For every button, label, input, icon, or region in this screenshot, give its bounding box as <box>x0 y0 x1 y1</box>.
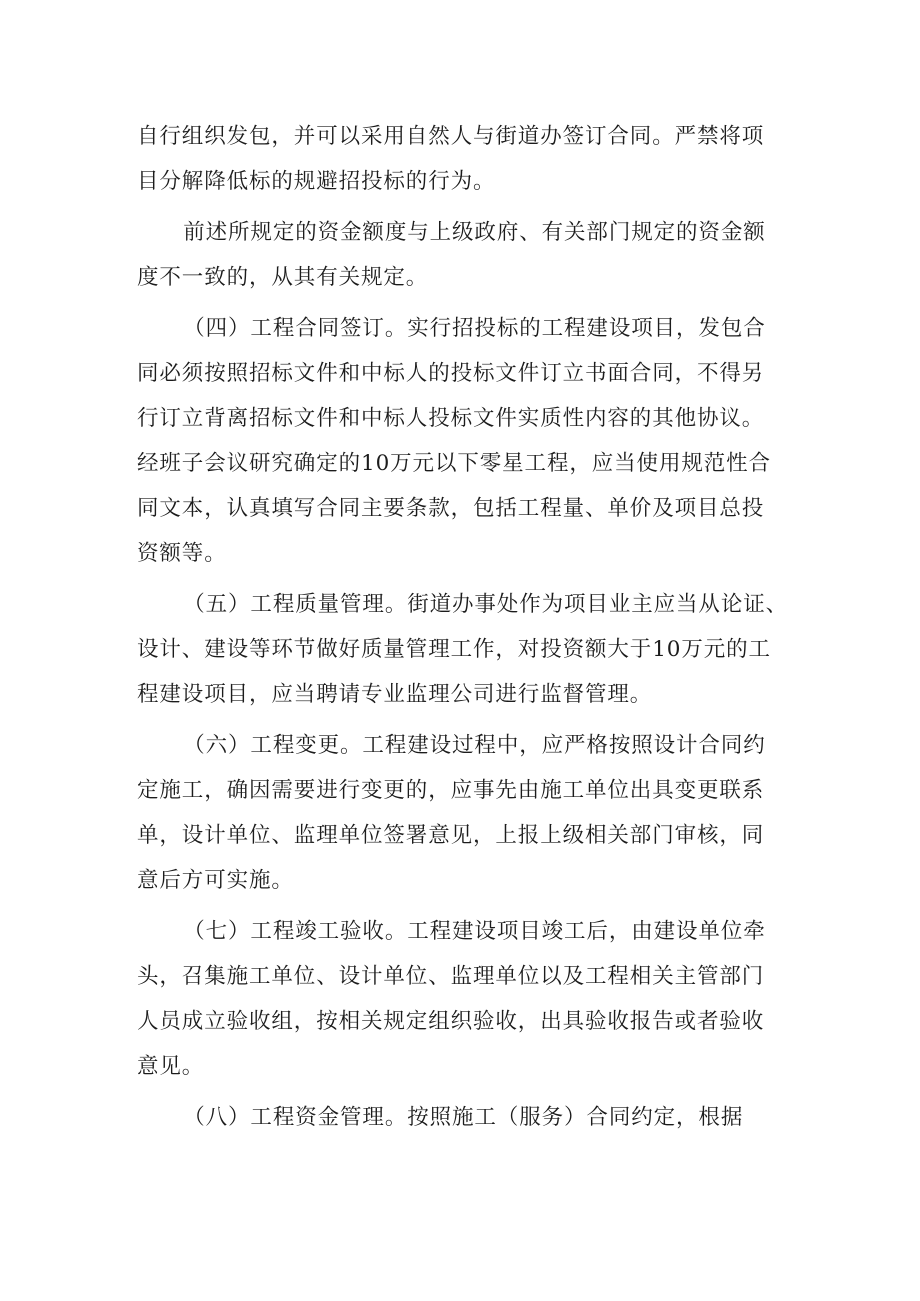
text-line: 前述所规定的资金额度与上级政府、有关部门规定的资金额 <box>183 220 766 245</box>
text-line: 定施工，确因需要进行变更的，应事先由施工单位出具变更联系 <box>137 778 765 803</box>
text-line: （七）工程竣工验收。工程建设项目竣工后，由建设单位牵 <box>183 919 766 944</box>
body-text <box>137 114 793 1146</box>
text-line: （八）工程资金管理。按照施工（服务）合同约定，根据 <box>183 1105 744 1130</box>
text-line: （六）工程变更。工程建设过程中，应严格按照设计合同约 <box>183 733 766 758</box>
paragraph-fund-management <box>137 1095 793 1140</box>
text-line: 程建设项目，应当聘请专业监理公司进行监督管理。 <box>137 682 653 707</box>
text-line: 单，设计单位、监理单位签署意见，上报上级相关部门审核，同 <box>137 823 765 848</box>
text-line: 设计、建设等环节做好质量管理工作，对投资额大于10万元的工 <box>137 637 771 662</box>
text-line: 头，召集施工单位、设计单位、监理单位以及工程相关主管部门 <box>137 964 765 989</box>
text-line: 行订立背离招标文件和中标人投标文件实质性内容的其他协议。 <box>137 406 765 431</box>
text-line: 资额等。 <box>137 541 227 566</box>
text-line: 人员成立验收组，按相关规定组织验收，出具验收报告或者验收 <box>137 1009 765 1034</box>
text-line: （四）工程合同签订。实行招投标的工程建设项目，发包合 <box>183 316 766 341</box>
text-line: 目分解降低标的规避招投标的行为。 <box>137 169 496 194</box>
paragraph-project-change <box>137 723 793 903</box>
text-line: 自行组织发包，并可以采用自然人与街道办签订合同。严禁将项 <box>137 124 765 149</box>
text-line: 经班子会议研究确定的10万元以下零星工程，应当使用规范性合 <box>137 451 771 476</box>
text-line: （五）工程质量管理。街道办事处作为项目业主应当从论证、 <box>183 592 789 617</box>
paragraph-completion-acceptance <box>137 909 793 1089</box>
paragraph-1 <box>137 114 793 204</box>
text-line: 意见。 <box>137 1054 205 1079</box>
paragraph-quality-management <box>137 582 793 717</box>
paragraph-2 <box>137 210 793 300</box>
text-line: 意后方可实施。 <box>137 868 294 893</box>
paragraph-contract-signing <box>137 306 793 576</box>
text-line: 度不一致的，从其有关规定。 <box>137 265 429 290</box>
text-line: 同必须按照招标文件和中标人的投标文件订立书面合同，不得另 <box>137 361 765 386</box>
text-line: 同文本，认真填写合同主要条款，包括工程量、单价及项目总投 <box>137 496 765 521</box>
